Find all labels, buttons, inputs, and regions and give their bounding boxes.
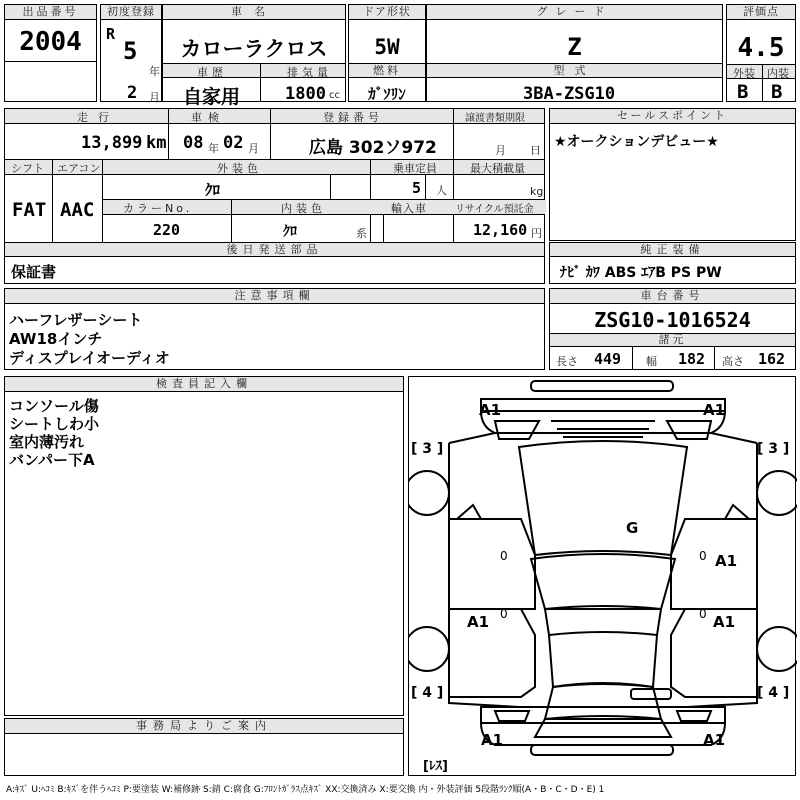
- mark-lr-door-zero: 0: [500, 607, 508, 621]
- inspector-line-4: バンパー下A: [9, 451, 95, 469]
- transfer-label: 譲渡書類期限: [465, 113, 525, 124]
- mileage: 13,899: [81, 133, 143, 153]
- lot-number-label: 出品番号: [5, 5, 96, 20]
- cc-unit: cc: [329, 90, 340, 101]
- model: 3BA-ZSG10: [523, 84, 616, 104]
- insp-year-unit: 年: [208, 142, 219, 155]
- vehicle-info-box: [4, 108, 545, 284]
- first-registration-box: [100, 4, 162, 102]
- fuel-label: 燃料: [349, 64, 425, 78]
- damage-diagram: [408, 376, 796, 776]
- height: 162: [758, 350, 786, 368]
- import-label: 輸入車: [391, 202, 427, 215]
- ac-label: エアコン: [57, 162, 101, 175]
- mark-right-rear-door: A1: [713, 613, 736, 631]
- mark-lf-door-zero: 0: [500, 549, 508, 563]
- grade-label: グレード: [427, 5, 722, 20]
- mark-rear-right: A1: [703, 731, 726, 749]
- color-no: 220: [153, 221, 181, 239]
- mark-left-rear-door: A1: [467, 613, 490, 631]
- later-parts-label: 後日発送部品: [5, 243, 544, 257]
- sales-point-box: [549, 108, 796, 241]
- lot-number: 2004: [19, 27, 82, 57]
- insp-month: 02: [223, 133, 244, 153]
- mark-tire-fl: [ 3 ]: [411, 441, 444, 457]
- later-parts: 保証書: [11, 263, 57, 281]
- width: 182: [678, 350, 706, 368]
- capacity-unit: 人: [436, 184, 447, 197]
- mark-tire-rl: [ 4 ]: [411, 685, 444, 701]
- first-registration-label: 初度登録: [101, 5, 161, 20]
- mileage-label: 走行: [77, 111, 119, 124]
- sales-point-label: セールスポイント: [550, 109, 795, 124]
- notes-line-3: ディスプレイオーディオ: [9, 349, 170, 367]
- insp-year: 08: [183, 133, 204, 153]
- displacement-label: 排気量: [287, 66, 332, 79]
- shift-label: シフト: [11, 162, 44, 175]
- score: 4.5: [737, 33, 785, 63]
- mark-rr-door-zero: 0: [699, 607, 707, 621]
- km-unit: km: [146, 133, 167, 153]
- notes-box: [4, 288, 545, 370]
- ext-color: ｸﾛ: [205, 181, 221, 199]
- chassis-box: [549, 288, 796, 370]
- reg-month: 2: [127, 83, 138, 103]
- mark-spare: [ﾚｽ]: [423, 759, 448, 774]
- mark-tire-fr: [ 3 ]: [757, 441, 790, 457]
- ac: AAC: [60, 199, 95, 221]
- equipment-label: 純正装備: [550, 243, 795, 257]
- history: 自家用: [183, 86, 241, 108]
- fuel: ｶﾞｿﾘﾝ: [368, 85, 406, 103]
- chassis-label: 車台番号: [550, 289, 795, 304]
- mark-tire-rr: [ 4 ]: [757, 685, 790, 701]
- length: 449: [594, 350, 622, 368]
- ext-grade: B: [737, 81, 749, 103]
- mark-right-front-door: A1: [715, 552, 738, 570]
- int-color-label: 内装色: [281, 202, 326, 215]
- inspection-label: 車検: [191, 111, 225, 124]
- mark-rear-left: A1: [481, 731, 504, 749]
- max-load-label: 最大積載量: [470, 162, 525, 175]
- recycle: 12,160: [473, 221, 528, 239]
- displacement: 1800: [285, 84, 326, 104]
- score-label: 評価点: [727, 5, 795, 20]
- insp-month-unit: 月: [248, 142, 259, 155]
- history-label: 車歴: [197, 66, 227, 79]
- plate-label: 登録番号: [323, 111, 383, 124]
- mark-front-left: A1: [479, 401, 502, 419]
- int-color: ｸﾛ: [283, 224, 297, 240]
- inspector-line-1: コンソール傷: [9, 397, 99, 415]
- office-label: 事務局よりご案内: [5, 719, 403, 734]
- chassis-number: ZSG10-1016524: [594, 308, 751, 332]
- mark-hood: G: [626, 519, 639, 537]
- color-no-label: カラーNo.: [123, 202, 193, 215]
- capacity: 5: [412, 179, 422, 197]
- door: 5W: [374, 35, 400, 59]
- month-unit: 月: [149, 91, 160, 104]
- car-name: カローラクロス: [180, 37, 328, 61]
- inspector-line-2: シートしわ小: [9, 415, 100, 433]
- shift: FAT: [12, 199, 47, 221]
- int-grade: B: [771, 81, 783, 103]
- int-color-suffix: 系: [356, 227, 367, 240]
- transfer-day: 日: [530, 144, 541, 157]
- office-box: [4, 718, 404, 776]
- capacity-label: 乗車定員: [393, 162, 437, 175]
- era: R: [106, 25, 116, 43]
- car-name-box: [162, 4, 346, 108]
- spec-label: 諸元: [550, 334, 795, 347]
- door-label: ドア形状: [349, 5, 425, 20]
- lot-number-box: [4, 4, 97, 102]
- legend: A:ｷｽﾞ U:ﾍｺﾐ B:ｷｽﾞを伴うﾍｺﾐ P:要塗装 W:補修跡 S:錆 C:腐食 G:ﾌﾛﾝﾄｶﾞﾗｽ点ｷｽﾞ XX:交換済み X:要交換 内・外装評価 5段階ﾗﾝｸ順(A・B・C・D・E) 1: [6, 785, 605, 795]
- yen-unit: 円: [531, 227, 542, 240]
- int-label: 内装: [767, 67, 789, 80]
- equipment-box: [549, 242, 796, 284]
- inspector-box: [4, 376, 404, 716]
- mark-front-right: A1: [703, 401, 726, 419]
- plate: 広島 302ソ972: [309, 138, 437, 158]
- car-diagram-svg: [409, 377, 797, 777]
- equipment-text: ﾅﾋﾞ ｶﾜ ABS ｴｱB PS PW: [560, 265, 722, 281]
- reg-year: 5: [123, 37, 138, 65]
- inspector-line-3: 室内薄汚れ: [9, 433, 85, 451]
- sales-point-text: ★オークションデビュー★: [554, 134, 719, 150]
- ext-label: 外装: [733, 67, 755, 80]
- score-box: [726, 4, 796, 102]
- recycle-label: リサイクル預託金: [455, 204, 534, 215]
- mark-rf-door-zero: 0: [699, 549, 707, 563]
- grade-box: [426, 4, 723, 102]
- notes-line-2: AW18インチ: [9, 330, 103, 348]
- year-unit: 年: [149, 65, 160, 78]
- ext-color-label: 外装色: [217, 162, 262, 175]
- inspector-label: 検査員記入欄: [5, 377, 403, 392]
- max-load-unit: kg: [530, 185, 544, 198]
- length-label: 長さ: [556, 355, 578, 368]
- notes-label: 注意事項欄: [5, 289, 544, 304]
- height-label: 高さ: [722, 355, 744, 368]
- model-label: 型式: [427, 64, 722, 78]
- car-name-label: 車名: [163, 5, 345, 20]
- grade: Z: [567, 33, 582, 61]
- notes-line-1: ハーフレザーシート: [9, 311, 143, 329]
- width-label: 幅: [646, 355, 657, 368]
- transfer-month: 月: [495, 144, 506, 157]
- door-box: [348, 4, 426, 102]
